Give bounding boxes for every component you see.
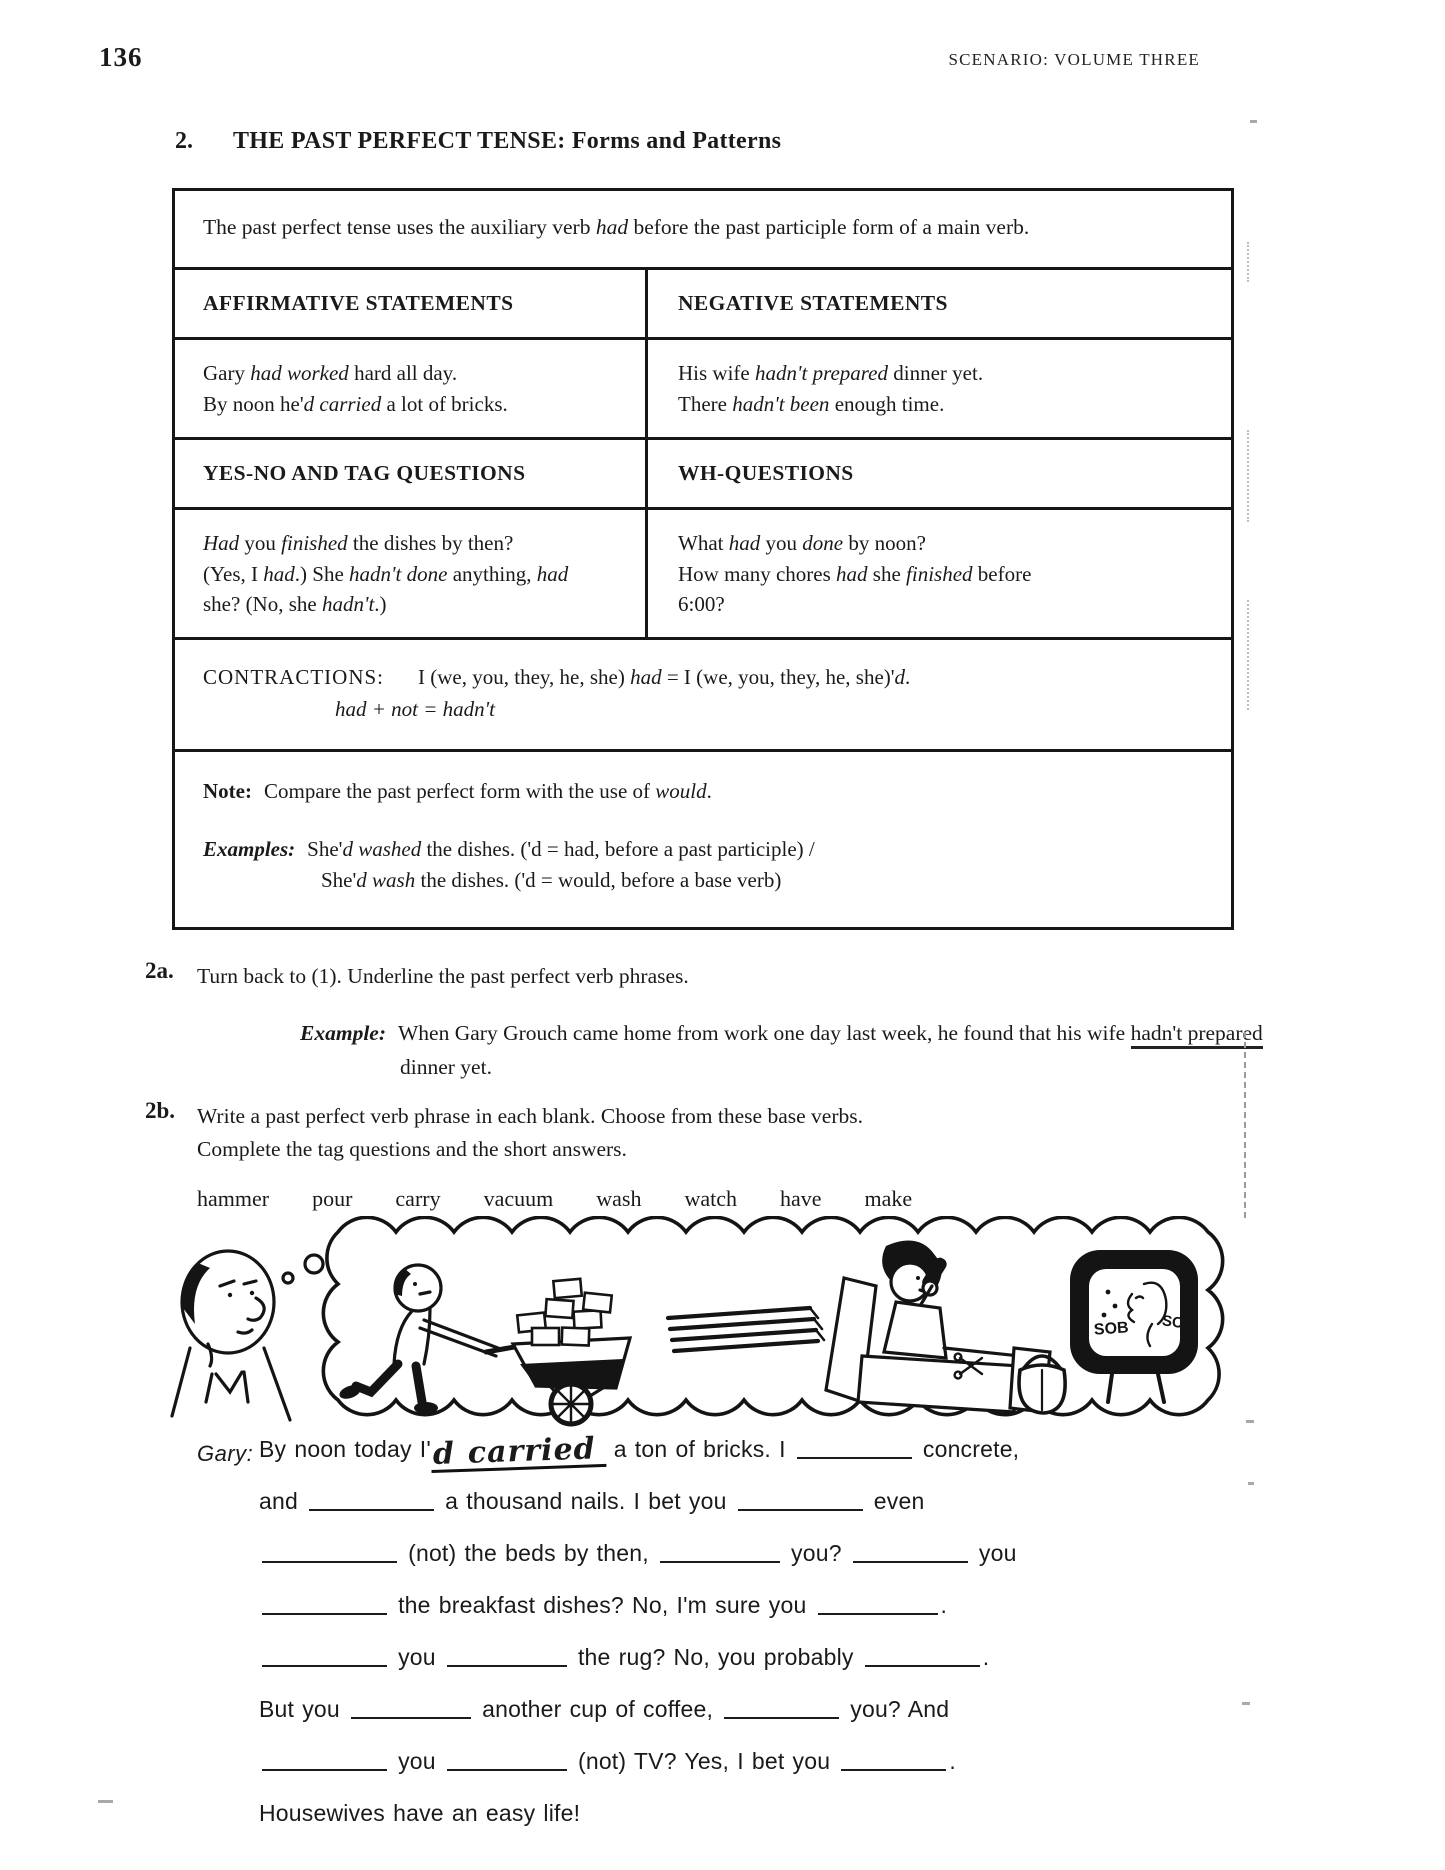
contractions-row: [175, 637, 1231, 749]
note-text: Compare the past perfect form with the use of would.: [263, 779, 712, 804]
blank-field: [309, 1508, 434, 1511]
blank-field: [797, 1456, 912, 1459]
scan-artifact: [1247, 242, 1249, 282]
dialogue-line-5: you the rug? No, you probably .: [259, 1644, 1207, 1696]
affirmative-examples: Gary had worked hard all day. By noon he'd carried a lot of bricks.: [203, 361, 508, 416]
scan-artifact: [1247, 430, 1249, 522]
dialogue-speaker: Gary:: [197, 1441, 254, 1466]
verb-option: have: [780, 1186, 822, 1211]
blank-field: [262, 1612, 387, 1615]
blank-field: [841, 1768, 946, 1771]
blank-field: [818, 1612, 938, 1615]
scan-artifact: [1250, 120, 1257, 123]
questions-header-row: [175, 437, 1231, 507]
exercise-2b-instruction: [197, 1100, 1117, 1167]
gary-figure: [172, 1251, 290, 1420]
verb-option: carry: [395, 1186, 441, 1211]
dialogue-exercise: [197, 1431, 1207, 1852]
verb-option: hammer: [197, 1186, 270, 1211]
blank-field: [447, 1664, 567, 1667]
statements-header-row: [175, 267, 1231, 337]
handwritten-answer: d carried: [430, 1437, 606, 1473]
dialogue-line-3: (not) the beds by then, you? you: [259, 1540, 1207, 1592]
scan-artifact: [1242, 1702, 1250, 1705]
verb-option: watch: [684, 1186, 738, 1211]
page-number: 136: [99, 42, 143, 72]
contractions-label: CONTRACTIONS:: [203, 665, 385, 690]
verb-option: pour: [312, 1186, 353, 1211]
exercise-2a-number: 2a.: [145, 958, 174, 983]
note-row: [175, 749, 1231, 927]
wh-header: WH-QUESTIONS: [645, 440, 1231, 507]
yesno-examples: Had you finished the dishes by then? (Yes, I had.) She hadn't done anything, had she? (No, she hadn't.): [203, 531, 569, 616]
dialogue-line-4: the breakfast dishes? No, I'm sure you .: [259, 1592, 1207, 1644]
scan-artifact: [98, 1800, 113, 1803]
blank-field: [262, 1560, 397, 1563]
negative-header: NEGATIVE STATEMENTS: [645, 270, 1231, 337]
blank-field: [865, 1664, 980, 1667]
blank-field: [853, 1560, 968, 1563]
verb-option: make: [864, 1186, 913, 1211]
blank-field: [724, 1716, 839, 1719]
dialogue-line-6: But you another cup of coffee, you? And: [259, 1696, 950, 1722]
scan-artifact: [1244, 1032, 1246, 1218]
exercise-2b-instruction-line1: Write a past perfect verb phrase in each blank. Choose from these base verbs.: [197, 1104, 863, 1128]
section-number: 2.: [175, 128, 193, 154]
blank-field: [660, 1560, 780, 1563]
contractions-line1: I (we, you, they, he, she) had = I (we, you, they, he, she)'d.: [418, 665, 911, 690]
cartoon-illustration: [168, 1216, 1238, 1430]
example-label: Example:: [300, 1021, 386, 1045]
dialogue-line-1: By noon today I'd carried a ton of bricks. I concrete,: [259, 1431, 1020, 1472]
tv-sob-text-left: SOB: [1093, 1319, 1130, 1339]
wh-examples: What had you done by noon? How many chores had she finished before 6:00?: [645, 510, 1231, 637]
affirmative-header: AFFIRMATIVE STATEMENTS: [203, 291, 514, 316]
blank-field: [447, 1768, 567, 1771]
blank-field: [351, 1716, 471, 1719]
handbag: [1019, 1356, 1065, 1413]
grammar-intro: The past perfect tense uses the auxiliary verb had before the past participle form of a main verb.: [203, 215, 1030, 239]
negative-examples: His wife hadn't prepared dinner yet. There hadn't been enough time.: [645, 340, 1231, 437]
verb-option: wash: [596, 1186, 642, 1211]
dialogue-line-2: and a thousand nails. I bet you even: [259, 1488, 925, 1514]
tv-sob-text-right: SOB: [1160, 1312, 1196, 1334]
contractions-line2: had + not = hadn't: [335, 696, 496, 721]
dialogue-lines: [259, 1431, 1207, 1852]
blank-field: [738, 1508, 863, 1511]
verb-option: vacuum: [483, 1186, 554, 1211]
yesno-header: YES-NO AND TAG QUESTIONS: [203, 461, 526, 486]
grammar-box: [172, 188, 1234, 930]
note-label: Note:: [203, 779, 252, 804]
examples-label: Examples:: [203, 836, 296, 861]
section-title: THE PAST PERFECT TENSE: Forms and Patterns: [233, 128, 782, 154]
scan-artifact: [1246, 1420, 1254, 1423]
exercise-2a-instruction: Turn back to (1). Underline the past perfect verb phrases.: [197, 964, 689, 988]
statements-body-row: [175, 337, 1231, 437]
note-examples: She'd washed the dishes. ('d = had, before a past participle) / She'd wash the dishes. ('d = would, before a base verb): [307, 836, 815, 893]
thought-dots: [283, 1255, 323, 1283]
blank-field: [262, 1768, 387, 1771]
example-text: When Gary Grouch came home from work one day last week, he found that his wife hadn't prepared dinner yet.: [398, 1021, 1263, 1080]
verb-choices: [197, 1186, 912, 1212]
dialogue-line-7: you (not) TV? Yes, I bet you .: [259, 1748, 1207, 1800]
exercise-2b-number: 2b.: [145, 1098, 176, 1123]
exercise-2a-example: [300, 1016, 1300, 1085]
dialogue-line-8: Housewives have an easy life!: [259, 1800, 581, 1826]
running-header: SCENARIO: VOLUME THREE: [948, 50, 1200, 69]
exercise-2b-instruction-line2: Complete the tag questions and the short answers.: [197, 1137, 627, 1162]
scan-artifact: [1247, 600, 1249, 710]
blank-field: [262, 1664, 387, 1667]
questions-body-row: [175, 507, 1231, 637]
scan-artifact: [1248, 1482, 1254, 1485]
